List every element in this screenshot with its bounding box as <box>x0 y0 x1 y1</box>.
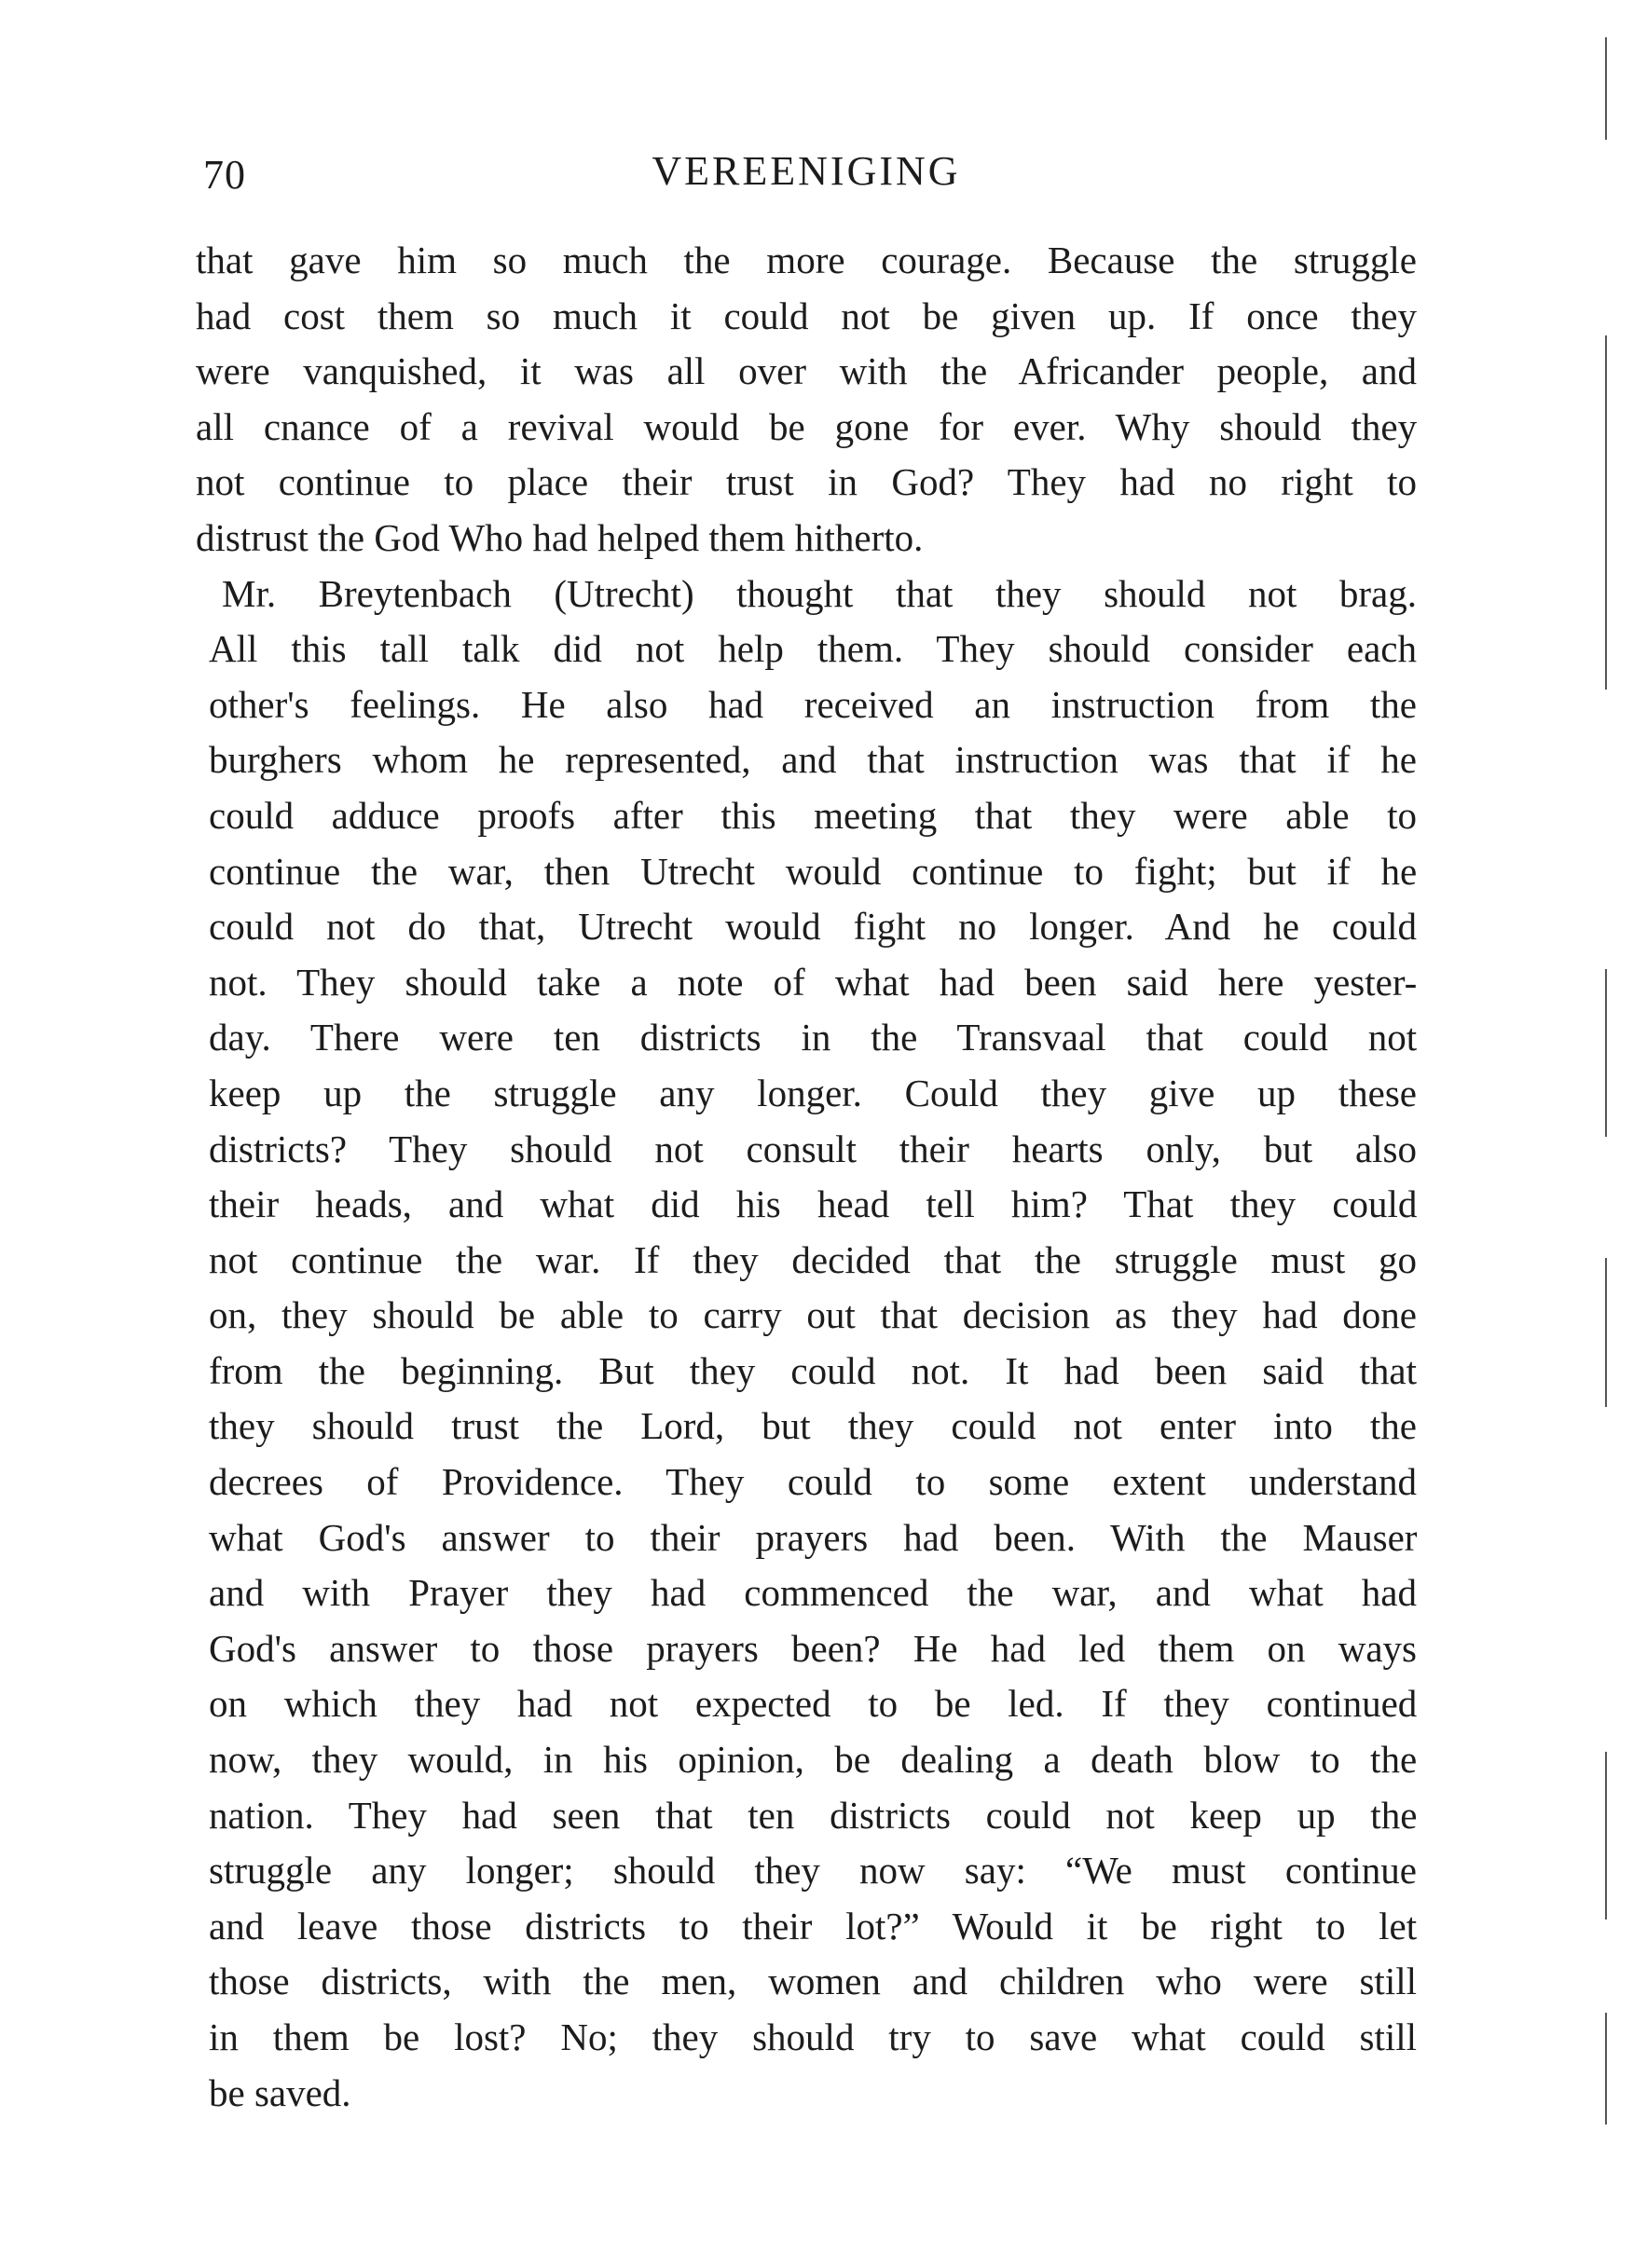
text-line: they should trust the Lord, but they could not enter into the <box>209 1404 1417 1448</box>
text-line: not continue to place their trust in God? They had no right to <box>196 460 1417 504</box>
text-line: Mr. Breytenbach (Utrecht) thought that they should not brag. <box>222 571 1417 615</box>
text-line: day. There were ten districts in the Transvaal that could not <box>209 1016 1418 1059</box>
text-line: had cost them so much it could not be given up. If once they <box>196 294 1417 337</box>
text-line: and with Prayer they had commenced the war, and what had <box>209 1571 1417 1615</box>
body-text <box>196 233 1417 2121</box>
text-line: nation. They had seen that ten districts could not keep up the <box>209 1793 1418 1837</box>
text-line: be saved. <box>209 2070 351 2114</box>
page-number: 70 <box>203 152 246 198</box>
page-header <box>196 140 1417 205</box>
text-line: what God's answer to their prayers had been. With the Mauser <box>209 1515 1418 1559</box>
text-line: not continue the war. If they decided that the struggle must go <box>209 1237 1417 1281</box>
text-line: those districts, with the men, women and children who were still <box>209 1960 1417 2003</box>
text-line: struggle any longer; should they now say: “We must continue <box>209 1849 1417 1892</box>
text-line: God's answer to those prayers been? He had led them on ways <box>209 1626 1417 1670</box>
text-line: other's feelings. He also had received an instruction from the <box>209 682 1417 726</box>
text-line: all cnance of a revival would be gone for ever. Why should they <box>196 404 1418 448</box>
paragraph <box>196 567 1417 2122</box>
text-line: continue the war, then Utrecht would continue to fight; but if he <box>209 849 1418 893</box>
text-line: All this tall talk did not help them. They should consider each <box>209 627 1417 671</box>
text-line: decrees of Providence. They could to some extent understand <box>209 1460 1417 1504</box>
text-line: burghers whom he represented, and that instruction was that if he <box>209 738 1417 782</box>
text-line: districts? They should not consult their hearts only, but also <box>209 1127 1417 1170</box>
text-line: and leave those districts to their lot?” Would it be right to let <box>209 1904 1418 1947</box>
text-line: were vanquished, it was all over with the Africander people, and <box>196 349 1417 393</box>
text-line: distrust the God Who had helped them hitherto. <box>196 515 924 559</box>
text-line: that gave him so much the more courage. Because the struggle <box>196 239 1417 281</box>
text-line: from the beginning. But they could not. It had been said that <box>209 1348 1417 1392</box>
text-line: keep up the struggle any longer. Could they give up these <box>209 1071 1417 1114</box>
binding-edge-marks <box>1605 28 1611 2246</box>
text-line: now, they would, in his opinion, be dealing a death blow to the <box>209 1738 1418 1782</box>
running-title: VEREENIGING <box>652 148 961 194</box>
text-line: could adduce proofs after this meeting that they were able to <box>209 793 1417 837</box>
text-line: in them be lost? No; they should try to save what could still <box>209 2015 1418 2058</box>
text-line: could not do that, Utrecht would fight no longer. And he could <box>209 905 1417 949</box>
text-line: on which they had not expected to be led. If they continued <box>209 1682 1418 1726</box>
paragraph <box>196 233 1417 567</box>
text-line: on, they should be able to carry out that decision as they had done <box>209 1293 1417 1337</box>
text-line: not. They should take a note of what had been said here yester- <box>209 960 1418 1004</box>
text-line: their heads, and what did his head tell him? That they could <box>209 1182 1418 1226</box>
